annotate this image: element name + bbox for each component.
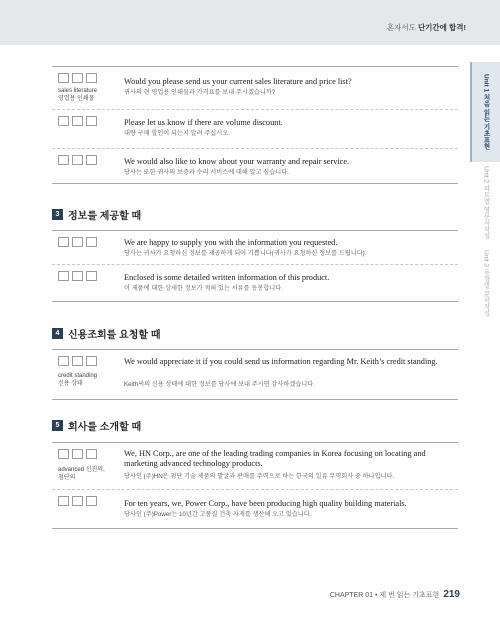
section-number: 4 — [52, 328, 63, 339]
header-highlight: 단기간에 합격! — [417, 23, 466, 32]
checkbox[interactable] — [58, 449, 69, 459]
checkbox[interactable] — [86, 155, 97, 165]
section-3-heading — [52, 207, 141, 222]
english-sentence: We would appreciate it if you could send us information regarding Mr. Keith’s credit standing. — [124, 357, 438, 366]
checkbox[interactable] — [72, 356, 83, 366]
checkbox-group — [58, 155, 97, 165]
checkbox[interactable] — [72, 449, 83, 459]
entry — [52, 264, 458, 302]
checkbox[interactable] — [86, 73, 97, 83]
side-tab-unit2[interactable]: Unit 2 파트별 영문서작성 — [482, 166, 490, 239]
checkbox[interactable] — [72, 116, 83, 126]
checkbox-group — [58, 73, 97, 83]
english-sentence: We would also like to know about your warranty and repair service. — [124, 157, 350, 166]
chapter-label: CHAPTER 01 • 제 번 읽는 기초표현 — [329, 591, 440, 599]
korean-translation: 이 제품에 대한 상세한 정보가 적혀 있는 서류를 동봉합니다. — [124, 285, 283, 292]
checkbox[interactable] — [86, 356, 97, 366]
header-prefix: 혼자서도 — [386, 23, 418, 32]
section-number: 3 — [52, 209, 63, 220]
english-sentence: We, HN Corp., are one of the leading trading companies in Korea focusing on locating and marketing advanced technology products. — [124, 449, 426, 468]
checkbox[interactable] — [86, 237, 97, 247]
checkbox-group — [58, 356, 97, 366]
english-sentence: For ten years, we, Power Corp., have been producing high quality building materials. — [124, 499, 407, 508]
korean-translation: 당사는 귀사가 요청하신 정보를 제공하게 되어 기쁩니다(귀사가 요청하신 정보를 드립니다). — [124, 250, 367, 257]
entry — [52, 66, 458, 109]
section-title: 정보를 제공할 때 — [68, 211, 142, 222]
section-title: 신용조회를 요청할 때 — [68, 330, 161, 341]
entry — [52, 489, 458, 529]
english-sentence: Please let us know if there are volume discount. — [124, 118, 283, 127]
entry — [52, 349, 458, 400]
checkbox[interactable] — [58, 237, 69, 247]
section-4-heading — [52, 326, 161, 341]
page-number: 219 — [443, 589, 460, 600]
checkbox[interactable] — [58, 271, 69, 281]
section-1 — [52, 66, 458, 184]
korean-translation: Keith씨의 신용 상태에 대한 정보를 당사에 보내 주시면 감사하겠습니다. — [124, 381, 315, 388]
section-title: 회사를 소개할 때 — [68, 422, 142, 433]
korean-translation: 대량 구매 할인이 되는지 알려 주십시오. — [124, 130, 230, 137]
checkbox[interactable] — [58, 155, 69, 165]
checkbox-group — [58, 237, 97, 247]
section-4 — [52, 349, 458, 400]
checkbox[interactable] — [58, 356, 69, 366]
korean-translation: 당사인 (주)HN은 첨단 기술 제품의 발굴과 판매를 주력으로 하는 한국의 일류 무역회사 중 하나입니다. — [124, 473, 395, 480]
checkbox-group — [58, 271, 97, 281]
korean-translation: 귀사의 현 영업용 인쇄물과 가격표를 보내 주시겠습니까? — [124, 89, 276, 96]
checkbox[interactable] — [72, 237, 83, 247]
entry — [52, 148, 458, 184]
section-3 — [52, 230, 458, 302]
entry — [52, 230, 458, 264]
header-tagline — [387, 22, 466, 33]
vocab-note: advanced 선진의, 첨단의 — [58, 467, 105, 481]
english-sentence: We are happy to supply you with the information you requested. — [124, 238, 338, 247]
checkbox[interactable] — [58, 116, 69, 126]
korean-translation: 당사인 (주)Power는 10년간 고품질 건축 자재를 생산해 오고 있습니다. — [124, 511, 312, 518]
english-sentence: Would you please send us your current sales literature and price list? — [124, 77, 352, 86]
vocab-note: sales literature 영업용 인쇄물 — [58, 88, 98, 102]
entry — [52, 442, 458, 489]
section-number: 5 — [52, 420, 63, 431]
checkbox-group — [58, 449, 97, 459]
checkbox[interactable] — [72, 271, 83, 281]
section-5-heading — [52, 418, 141, 433]
checkbox[interactable] — [86, 496, 97, 506]
checkbox[interactable] — [86, 449, 97, 459]
checkbox[interactable] — [58, 73, 69, 83]
side-tab-unit3[interactable]: Unit 3 유형별 문서작성 — [482, 249, 490, 317]
checkbox[interactable] — [86, 271, 97, 281]
vocab-note: credit standing 신용 상태 — [58, 373, 98, 387]
checkbox[interactable] — [86, 116, 97, 126]
checkbox[interactable] — [72, 496, 83, 506]
checkbox[interactable] — [58, 496, 69, 506]
checkbox[interactable] — [72, 73, 83, 83]
side-tab-unit1[interactable]: Unit 1 처음 읽는 기초표현 — [470, 62, 500, 162]
checkbox-group — [58, 496, 97, 506]
checkbox-group — [58, 116, 97, 126]
page-footer — [330, 589, 460, 600]
section-5 — [52, 442, 458, 529]
english-sentence: Enclosed is some detailed written information of this product. — [124, 273, 330, 282]
checkbox[interactable] — [72, 155, 83, 165]
entry — [52, 109, 458, 148]
page-header-bar — [0, 0, 500, 45]
korean-translation: 당사는 또한 귀사의 보증과 수리 서비스에 대해 알고 싶습니다. — [124, 169, 289, 176]
